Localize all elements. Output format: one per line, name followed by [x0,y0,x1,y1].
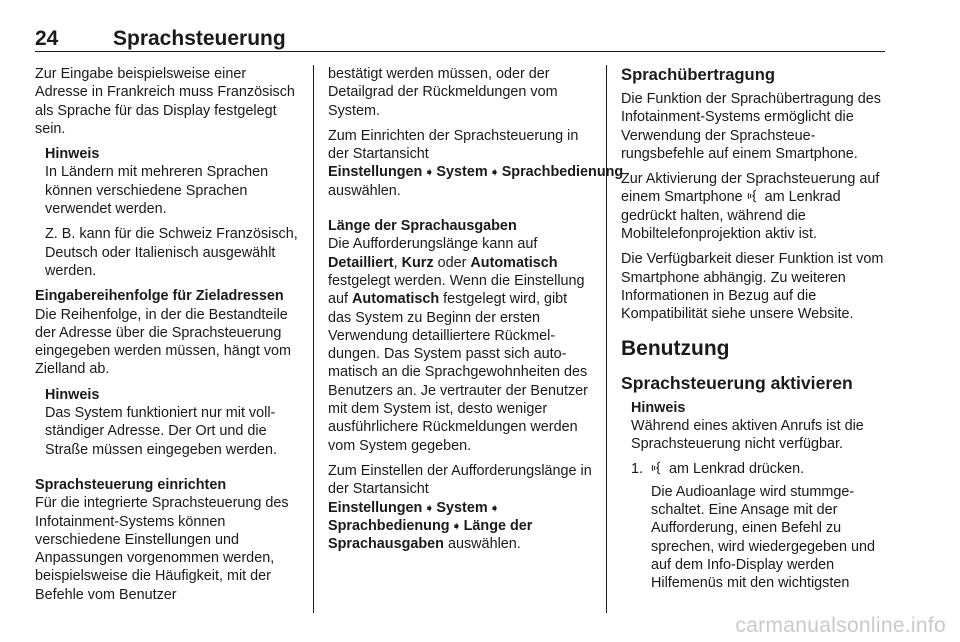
voice-control-icon [747,189,761,203]
paragraph [328,462,592,553]
column-2 [328,65,624,560]
paragraph: Zur Eingabe beispielsweise einer Adresse in Frankreich muss Französisch als Sprache für das Display festgelegt sein. [35,66,295,137]
option-automatic: Automatisch [470,254,558,271]
section-heading: Sprachsteuerung einrichten [35,476,227,493]
arrow-right-icon: ➧ [489,500,500,515]
note-text: Das System funktioniert nur mit vollständiger Adresse. Der Ort und die Straße müssen eingegeben werden. [45,405,277,458]
note-box [621,399,889,454]
step-list [621,460,889,592]
watermark: carmanualsonline.info [735,614,946,637]
paragraph [621,170,889,243]
voice-control-icon [651,461,665,475]
note-title: Hinweis [45,386,100,403]
note-title: Hinweis [45,146,100,163]
text-run: auswählen. [443,536,521,553]
text-run: Zum Einstellen der Aufforderungslänge in der Startansicht [328,462,592,498]
step-number: 1. [631,461,644,478]
column-1 [35,65,299,611]
text-run: am Lenkrad gedrückt halten, während die Mobiltelefonprojektion aktiv ist. [621,189,841,243]
step-description: Die Audioanlage wird stummgeschaltet. Eine Ansage mit der Aufforderung, einen Befehl zu sprechen, wird wiedergegeben und auf dem Info-Display werden Hilfemenüs mit den wichtigsten [651,483,876,592]
note-box [35,386,299,459]
arrow-right-icon: ➧ [489,165,500,180]
menu-settings: Einstellungen [328,499,423,516]
running-title: Sprachsteuerung [113,27,286,50]
arrow-right-icon: ➧ [424,500,435,515]
note-text: In Ländern mit mehreren Sprachen können verschiedene Sprachen verwendet werden. [45,164,269,218]
menu-voice: Sprachbedienung [501,164,624,181]
menu-settings: Einstellungen [328,164,423,181]
arrow-right-icon: ➧ [451,518,462,533]
step-text [651,460,804,478]
note-text: Während eines aktiven Anrufs ist die Sprachsteuerung nicht verfügbar. [631,417,864,453]
section-heading: Eingabereihenfolge für Zieladressen [35,288,284,305]
text-run: am Lenkrad drücken. [665,461,805,478]
menu-voice: Sprachbedienung [328,517,450,534]
paragraph: Die Reihenfolge, in der die Bestandteile der Adresse über die Sprachsteuerung eingegeben werden müssen, hängt vom Zielland ab. [35,306,292,378]
text-run: Zur Aktivierung der Sprachsteuerung auf einem Smartphone [621,171,880,206]
note-text: Z. B. kann für die Schweiz Französisch, Deutsch oder Italienisch ausgewählt werden. [45,226,298,279]
menu-system: System [436,499,488,516]
paragraph: Die Verfügbarkeit dieser Funktion ist vom Smartphone abhängig. Zu weiteren Informationen in Bezug auf die Kompatibilität siehe unsere Website. [621,251,884,323]
option-short: Kurz [401,254,434,271]
menu-system: System [436,164,488,181]
paragraph: Die Funktion der Sprachübertragung des Infotainment-Systems ermöglicht die Verwendung der Sprachsteuerungsbefehle auf einem Smartphone. [621,91,881,162]
list-item [631,460,889,478]
text-run: festgelegt werden. Wenn die Einstellung auf [328,272,585,308]
paragraph [328,127,624,200]
menu-length: Länge der Sprachausgaben [328,517,533,553]
paragraph [328,235,592,455]
page-header [35,27,885,52]
chapter-heading: Benutzung [621,336,730,360]
text-run: oder [433,254,471,271]
text-run: auswählen. [328,182,401,199]
text-run: Zum Einrichten der Sprachsteuerung in der Startansicht [328,127,579,163]
option-automatic: Automatisch [352,291,440,308]
text-run: festgelegt wird, gibt das System zu Beginn der ersten Verwendung detailliertere Rückmeldungen. Das System passt sich automatisch an die Sprachgewohnheiten des Benutzers an. Je vertrauter der Benutzer mit dem System ist, desto weniger ausführlichere Rückmeldungen werden vom System gegeben. [328,291,588,454]
section-heading: Länge der Sprachausgaben [328,218,517,235]
note-box [35,145,299,280]
text-run: Die Aufforderungslänge kann auf [328,236,538,253]
paragraph: bestätigt werden müssen, oder der Detailgrad der Rückmeldungen vom System. [328,66,558,119]
option-detailed: Detailliert [328,254,394,271]
page-number: 24 [35,27,59,50]
section-heading: Sprachsteuerung aktivieren [621,372,853,393]
column-divider [313,65,314,613]
column-divider [606,65,607,613]
column-3 [621,65,889,593]
section-heading: Sprachübertragung [621,65,775,84]
paragraph: Für die integrierte Sprachsteuerung des Infotainment-Systems können verschiedene Einstellungen und Anpassungen vorgenommen werden, beispielsweise die Häufigkeit, mit der Befehle vom Benutzer [35,495,289,603]
arrow-right-icon: ➧ [424,165,435,180]
note-title: Hinweis [631,399,686,416]
text-run: , [393,254,402,271]
